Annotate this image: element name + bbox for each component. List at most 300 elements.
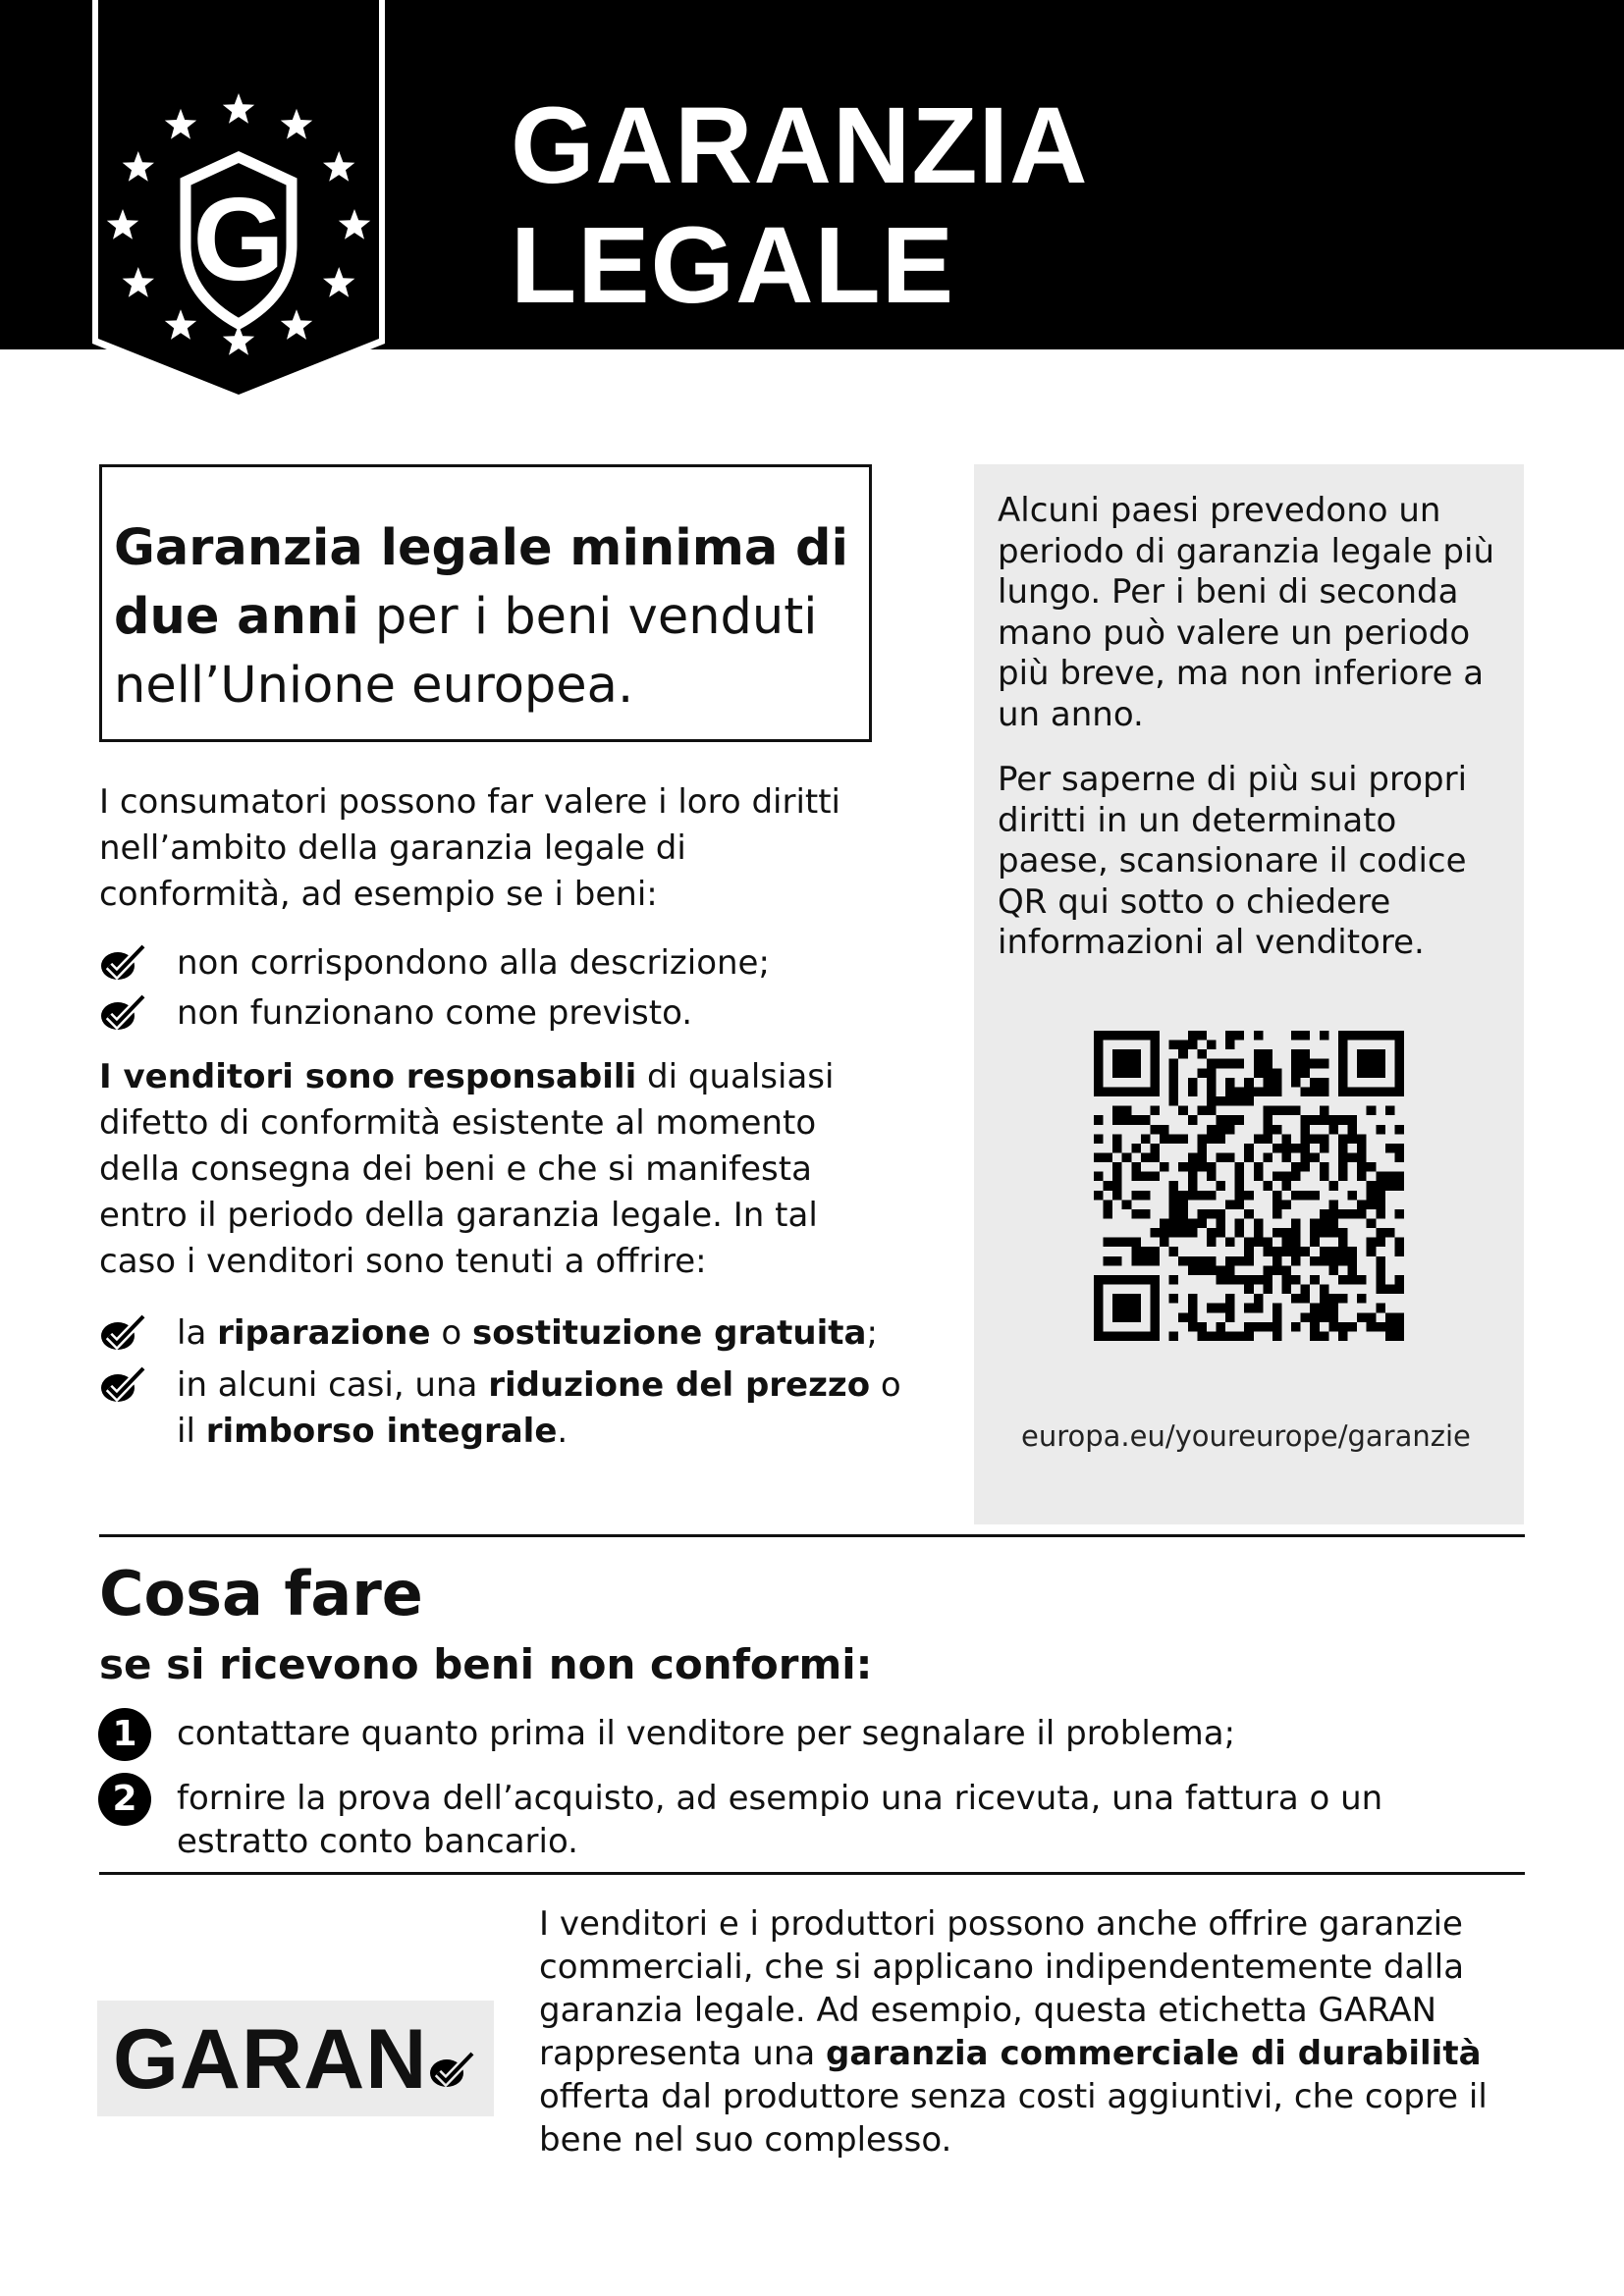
qr-module <box>1338 1256 1348 1266</box>
qr-module <box>1112 1134 1122 1144</box>
qr-module <box>1169 1087 1179 1096</box>
qr-module <box>1394 1068 1404 1078</box>
qr-module <box>1367 1219 1377 1229</box>
page-title <box>511 86 1089 326</box>
qr-module <box>1348 1125 1358 1135</box>
qr-module <box>1197 1144 1207 1153</box>
qr-module <box>1122 1087 1132 1096</box>
qr-module <box>1188 1172 1198 1182</box>
side-panel-paragraph-1: Alcuni paesi prevedono un periodo di garanzia legale più lungo. Per i beni di seconda mano può valere un periodo più breve, ma non inferiore a un anno. <box>998 491 1494 734</box>
qr-module <box>1131 1247 1141 1256</box>
qr-module <box>1169 1294 1179 1304</box>
qr-module <box>1141 1209 1151 1219</box>
qr-module <box>1376 1275 1385 1285</box>
qr-module <box>1348 1322 1358 1332</box>
qr-module <box>1207 1191 1217 1201</box>
qr-module <box>1320 1285 1329 1295</box>
qr-module <box>1112 1059 1122 1069</box>
qr-module <box>1122 1152 1132 1162</box>
qr-module <box>1225 1275 1235 1285</box>
qr-module <box>1131 1031 1141 1041</box>
minimum-guarantee-rest: per i beni venduti nell’Unione europea. <box>114 588 818 715</box>
qr-module <box>1169 1275 1179 1285</box>
qr-module <box>1235 1191 1245 1201</box>
qr-module <box>1385 1312 1395 1322</box>
qr-module <box>1244 1191 1254 1201</box>
qr-module <box>1254 1219 1264 1229</box>
list-item <box>98 990 884 1037</box>
qr-module <box>1282 1285 1292 1295</box>
qr-module <box>1338 1162 1348 1172</box>
qr-module <box>1338 1115 1348 1125</box>
qr-module <box>1104 1200 1113 1209</box>
qr-module <box>1244 1275 1254 1285</box>
qr-module <box>1112 1294 1122 1304</box>
qr-module <box>1338 1144 1348 1153</box>
sellers-bold: I venditori sono responsabili <box>99 1057 637 1096</box>
qr-module <box>1272 1125 1282 1135</box>
qr-module <box>1207 1256 1217 1266</box>
qr-module <box>1301 1049 1311 1059</box>
qr-module <box>1367 1059 1377 1069</box>
qr-module <box>1385 1031 1395 1041</box>
section-divider <box>99 1534 1525 1537</box>
qr-module <box>1094 1031 1104 1041</box>
qr-module <box>1357 1162 1367 1172</box>
qr-module <box>1254 1304 1264 1313</box>
qr-module <box>1310 1331 1320 1341</box>
qr-module <box>1178 1312 1188 1322</box>
qr-module <box>1328 1247 1338 1256</box>
qr-module <box>1282 1152 1292 1162</box>
qr-module <box>1169 1191 1179 1201</box>
qr-module <box>1112 1115 1122 1125</box>
emblem-letter: G <box>192 174 285 305</box>
section-subtitle: se si ricevono beni non conformi: <box>99 1640 873 1688</box>
qr-module <box>1225 1304 1235 1313</box>
qr-module <box>1291 1247 1301 1256</box>
qr-module <box>1320 1134 1329 1144</box>
qr-module <box>1320 1078 1329 1088</box>
qr-module <box>1235 1275 1245 1285</box>
qr-module <box>1338 1078 1348 1088</box>
qr-module <box>1348 1115 1358 1125</box>
qr-module <box>1291 1256 1301 1266</box>
qr-module <box>1291 1219 1301 1229</box>
qr-module <box>1188 1152 1198 1162</box>
qr-module <box>1394 1152 1404 1162</box>
qr-module <box>1272 1087 1282 1096</box>
qr-module <box>1301 1059 1311 1069</box>
qr-module <box>1376 1191 1385 1201</box>
qr-module <box>1282 1265 1292 1275</box>
qr-module <box>1197 1152 1207 1162</box>
qr-module <box>1357 1134 1367 1144</box>
qr-module <box>1216 1152 1225 1162</box>
qr-module <box>1282 1228 1292 1238</box>
qr-module <box>1188 1078 1198 1088</box>
qr-module <box>1291 1275 1301 1285</box>
qr-module <box>1263 1181 1272 1191</box>
qr-module <box>1131 1312 1141 1322</box>
qr-module <box>1131 1087 1141 1096</box>
qr-module <box>1225 1059 1235 1069</box>
qr-module <box>1197 1256 1207 1266</box>
qr-module <box>1282 1247 1292 1256</box>
qr-module <box>1291 1322 1301 1332</box>
rights-list <box>98 940 884 1037</box>
qr-module <box>1244 1304 1254 1313</box>
qr-module <box>1320 1219 1329 1229</box>
qr-module <box>1207 1238 1217 1248</box>
qr-module <box>1131 1115 1141 1125</box>
qr-module <box>1376 1304 1385 1313</box>
qr-module <box>1150 1152 1160 1162</box>
qr-module <box>1160 1134 1169 1144</box>
qr-module <box>1169 1247 1179 1256</box>
qr-module <box>1272 1106 1282 1116</box>
qr-module <box>1131 1191 1141 1201</box>
qr-module <box>1254 1322 1264 1332</box>
qr-module <box>1376 1209 1385 1219</box>
qr-module <box>1357 1068 1367 1078</box>
qr-module <box>1301 1031 1311 1041</box>
qr-module <box>1160 1238 1169 1248</box>
qr-module <box>1310 1134 1320 1144</box>
qr-module <box>1310 1059 1320 1069</box>
qr-module <box>1112 1172 1122 1182</box>
qr-module <box>1367 1049 1377 1059</box>
qr-module <box>1263 1078 1272 1088</box>
step-number-badge: 1 <box>98 1708 151 1761</box>
qr-module <box>1150 1087 1160 1096</box>
qr-module <box>1235 1228 1245 1238</box>
qr-module <box>1169 1078 1179 1088</box>
qr-module <box>1394 1125 1404 1135</box>
remedy-2-text-b: o il <box>177 1365 901 1451</box>
qr-module <box>1112 1312 1122 1322</box>
qr-module <box>1385 1228 1395 1238</box>
qr-module <box>1328 1322 1338 1332</box>
qr-module <box>1188 1228 1198 1238</box>
qr-module <box>1310 1219 1320 1229</box>
qr-module <box>1348 1134 1358 1144</box>
qr-module <box>1394 1172 1404 1182</box>
qr-module <box>1169 1331 1179 1341</box>
qr-module <box>1263 1275 1272 1285</box>
commercial-text-b: offerta dal produttore senza costi aggiuntivi, che copre il bene nel suo complesso. <box>539 2077 1488 2160</box>
qr-module <box>1197 1106 1207 1116</box>
qr-module <box>1225 1256 1235 1266</box>
qr-module <box>1282 1181 1292 1191</box>
qr-module <box>1272 1256 1282 1266</box>
qr-module <box>1160 1162 1169 1172</box>
rights-intro: I consumatori possono far valere i loro diritti nell’ambito della garanzia legale di conformità, ad esempio se i beni: <box>99 782 841 914</box>
qr-module <box>1310 1312 1320 1322</box>
qr-module <box>1338 1134 1348 1144</box>
remedy-2-text-a: in alcuni casi, una <box>177 1365 489 1405</box>
qr-module <box>1291 1049 1301 1059</box>
qr-module <box>1385 1285 1395 1295</box>
qr-module <box>1112 1068 1122 1078</box>
qr-module <box>1338 1059 1348 1069</box>
qr-module <box>1338 1322 1348 1332</box>
qr-module <box>1263 1059 1272 1069</box>
qr-module <box>1131 1304 1141 1313</box>
step-item <box>98 1773 1522 1863</box>
step-text: contattare quanto prima il venditore per segnalare il problema; <box>177 1714 1236 1753</box>
qr-module <box>1320 1209 1329 1219</box>
qr-module <box>1122 1294 1132 1304</box>
qr-module <box>1367 1162 1377 1172</box>
qr-module <box>1367 1238 1377 1248</box>
qr-module <box>1357 1275 1367 1285</box>
qr-module <box>1291 1031 1301 1041</box>
qr-module <box>1225 1115 1235 1125</box>
qr-module <box>1104 1152 1113 1162</box>
qr-module <box>1150 1059 1160 1069</box>
qr-module <box>1394 1247 1404 1256</box>
remedy-2-bold-a: riduzione del prezzo <box>488 1365 871 1405</box>
qr-module <box>1150 1304 1160 1313</box>
qr-module <box>1197 1219 1207 1229</box>
qr-module <box>1225 1312 1235 1322</box>
qr-module <box>1131 1209 1141 1219</box>
commercial-text-a: I venditori e i produttori possono anche offrire garanzie commerciali, che si applicano indipendentemente dalla garanzia legale. Ad esempio, questa etichetta GARAN rappresenta una <box>539 1904 1465 2073</box>
qr-module <box>1376 1059 1385 1069</box>
qr-module <box>1104 1209 1113 1219</box>
qr-module <box>1254 1228 1264 1238</box>
qr-module <box>1207 1059 1217 1069</box>
qr-module <box>1338 1068 1348 1078</box>
qr-module <box>1320 1162 1329 1172</box>
qr-module <box>1122 1275 1132 1285</box>
qr-module <box>1348 1209 1358 1219</box>
qr-module <box>1328 1125 1338 1135</box>
qr-module <box>1272 1247 1282 1256</box>
qr-module <box>1291 1068 1301 1078</box>
qr-module <box>1104 1031 1113 1041</box>
qr-module <box>1272 1322 1282 1332</box>
qr-module <box>1263 1087 1272 1096</box>
qr-module <box>1094 1068 1104 1078</box>
qr-module <box>1216 1059 1225 1069</box>
qr-module <box>1244 1238 1254 1248</box>
qr-module <box>1272 1200 1282 1209</box>
qr-module <box>1225 1265 1235 1275</box>
qr-module <box>1291 1238 1301 1248</box>
qr-module <box>1385 1172 1395 1182</box>
qr-module <box>1150 1031 1160 1041</box>
qr-module <box>1357 1031 1367 1041</box>
list-item <box>98 940 884 987</box>
qr-module <box>1122 1115 1132 1125</box>
qr-module <box>1197 1209 1207 1219</box>
qr-module <box>1150 1125 1160 1135</box>
qr-module <box>1122 1068 1132 1078</box>
qr-module <box>1169 1041 1179 1050</box>
check-icon <box>98 942 149 984</box>
qr-module <box>1244 1087 1254 1096</box>
qr-module <box>1348 1031 1358 1041</box>
qr-module <box>1235 1256 1245 1266</box>
qr-module <box>1188 1115 1198 1125</box>
qr-module <box>1131 1275 1141 1285</box>
remedy-2-text-c: . <box>557 1412 568 1451</box>
qr-module <box>1320 1312 1329 1322</box>
title-line-1: GARANZIA <box>511 85 1089 206</box>
minimum-guarantee-bold: Garanzia legale minima di due anni <box>114 519 849 646</box>
qr-module <box>1328 1181 1338 1191</box>
remedy-1-text-a: la <box>177 1313 218 1353</box>
rights-item-2: non funzionano come previsto. <box>177 993 693 1033</box>
qr-module <box>1141 1247 1151 1256</box>
qr-module <box>1301 1068 1311 1078</box>
qr-module <box>1094 1312 1104 1322</box>
qr-module <box>1254 1049 1264 1059</box>
qr-code-icon[interactable] <box>1094 1031 1404 1341</box>
qr-module <box>1376 1031 1385 1041</box>
qr-module <box>1338 1331 1348 1341</box>
qr-module <box>1131 1068 1141 1078</box>
qr-module <box>1254 1275 1264 1285</box>
qr-module <box>1160 1125 1169 1135</box>
qr-module <box>1376 1125 1385 1135</box>
qr-module <box>1112 1031 1122 1041</box>
qr-module <box>1348 1256 1358 1266</box>
qr-module <box>1376 1049 1385 1059</box>
qr-module <box>1328 1265 1338 1275</box>
qr-module <box>1150 1049 1160 1059</box>
qr-module <box>1197 1191 1207 1201</box>
qr-module <box>1150 1228 1160 1238</box>
qr-module <box>1376 1256 1385 1266</box>
qr-module <box>1141 1191 1151 1201</box>
qr-module <box>1301 1294 1311 1304</box>
eu-stars-shield-icon <box>92 0 385 402</box>
qr-module <box>1394 1312 1404 1322</box>
qr-module <box>1207 1087 1217 1096</box>
qr-module <box>1310 1191 1320 1201</box>
qr-module <box>1244 1209 1254 1219</box>
qr-module <box>1178 1106 1188 1116</box>
qr-module <box>1244 1256 1254 1266</box>
qr-module <box>1244 1144 1254 1153</box>
qr-module <box>1320 1087 1329 1096</box>
qr-module <box>1291 1191 1301 1201</box>
qr-module <box>1131 1172 1141 1182</box>
qr-module <box>1320 1059 1329 1069</box>
qr-module <box>1338 1041 1348 1050</box>
qr-module <box>1207 1106 1217 1116</box>
qr-module <box>1178 1200 1188 1209</box>
qr-module <box>1394 1275 1404 1285</box>
qr-module <box>1225 1294 1235 1304</box>
qr-module <box>1131 1162 1141 1172</box>
qr-module <box>1357 1294 1367 1304</box>
qr-module <box>1188 1041 1198 1050</box>
qr-module <box>1235 1087 1245 1096</box>
qr-module <box>1272 1228 1282 1238</box>
qr-module <box>1150 1294 1160 1304</box>
qr-module <box>1235 1162 1245 1172</box>
qr-module <box>1320 1115 1329 1125</box>
qr-module <box>1348 1265 1358 1275</box>
qr-module <box>1150 1041 1160 1050</box>
qr-module <box>1178 1209 1188 1219</box>
qr-module <box>1263 1238 1272 1248</box>
qr-module <box>1094 1087 1104 1096</box>
qr-module <box>1357 1144 1367 1153</box>
qr-module <box>1282 1134 1292 1144</box>
qr-module <box>1320 1172 1329 1182</box>
qr-module <box>1367 1106 1377 1116</box>
check-icon <box>98 992 149 1034</box>
qr-module <box>1150 1285 1160 1295</box>
remedy-1-text-c: ; <box>866 1313 878 1353</box>
qr-module <box>1197 1162 1207 1172</box>
qr-module <box>1338 1275 1348 1285</box>
qr-module <box>1188 1322 1198 1332</box>
qr-module <box>1150 1275 1160 1285</box>
sellers-rest: di qualsiasi difetto di conformità esistente al momento della consegna dei beni e che si manifesta entro il periodo della garanzia legale. In tal caso i venditori sono tenuti a offrire: <box>99 1057 835 1281</box>
qr-module <box>1169 1181 1179 1191</box>
qr-module <box>1160 1219 1169 1229</box>
qr-module <box>1301 1134 1311 1144</box>
qr-module <box>1104 1087 1113 1096</box>
qr-module <box>1254 1068 1264 1078</box>
qr-module <box>1244 1078 1254 1088</box>
qr-module <box>1310 1078 1320 1088</box>
qr-module <box>1235 1200 1245 1209</box>
qr-module <box>1357 1209 1367 1219</box>
qr-module <box>1131 1331 1141 1341</box>
qr-module <box>1367 1191 1377 1201</box>
qr-module <box>1225 1087 1235 1096</box>
qr-module <box>1122 1312 1132 1322</box>
qr-module <box>1348 1087 1358 1096</box>
qr-module <box>1216 1265 1225 1275</box>
qr-module <box>1207 1228 1217 1238</box>
qr-module <box>1394 1144 1404 1153</box>
qr-module <box>1131 1294 1141 1304</box>
check-icon <box>427 2050 478 2091</box>
website-link[interactable]: europa.eu/youreurope/garanzie <box>1021 1419 1471 1453</box>
qr-module <box>1357 1200 1367 1209</box>
qr-module <box>1385 1144 1395 1153</box>
qr-module <box>1225 1096 1235 1106</box>
qr-module <box>1207 1209 1217 1219</box>
qr-module <box>1263 1049 1272 1059</box>
commercial-paragraph <box>539 1902 1521 2162</box>
qr-module <box>1272 1068 1282 1078</box>
qr-module <box>1263 1265 1272 1275</box>
qr-module <box>1282 1144 1292 1153</box>
qr-module <box>1112 1331 1122 1341</box>
qr-module <box>1188 1312 1198 1322</box>
qr-module <box>1367 1181 1377 1191</box>
qr-module <box>1207 1265 1217 1275</box>
qr-module <box>1094 1322 1104 1332</box>
qr-module <box>1169 1134 1179 1144</box>
qr-module <box>1367 1200 1377 1209</box>
qr-module <box>1207 1096 1217 1106</box>
qr-module <box>1112 1275 1122 1285</box>
qr-module <box>1244 1331 1254 1341</box>
qr-module <box>1301 1247 1311 1256</box>
qr-module <box>1104 1238 1113 1248</box>
qr-module <box>1394 1209 1404 1219</box>
